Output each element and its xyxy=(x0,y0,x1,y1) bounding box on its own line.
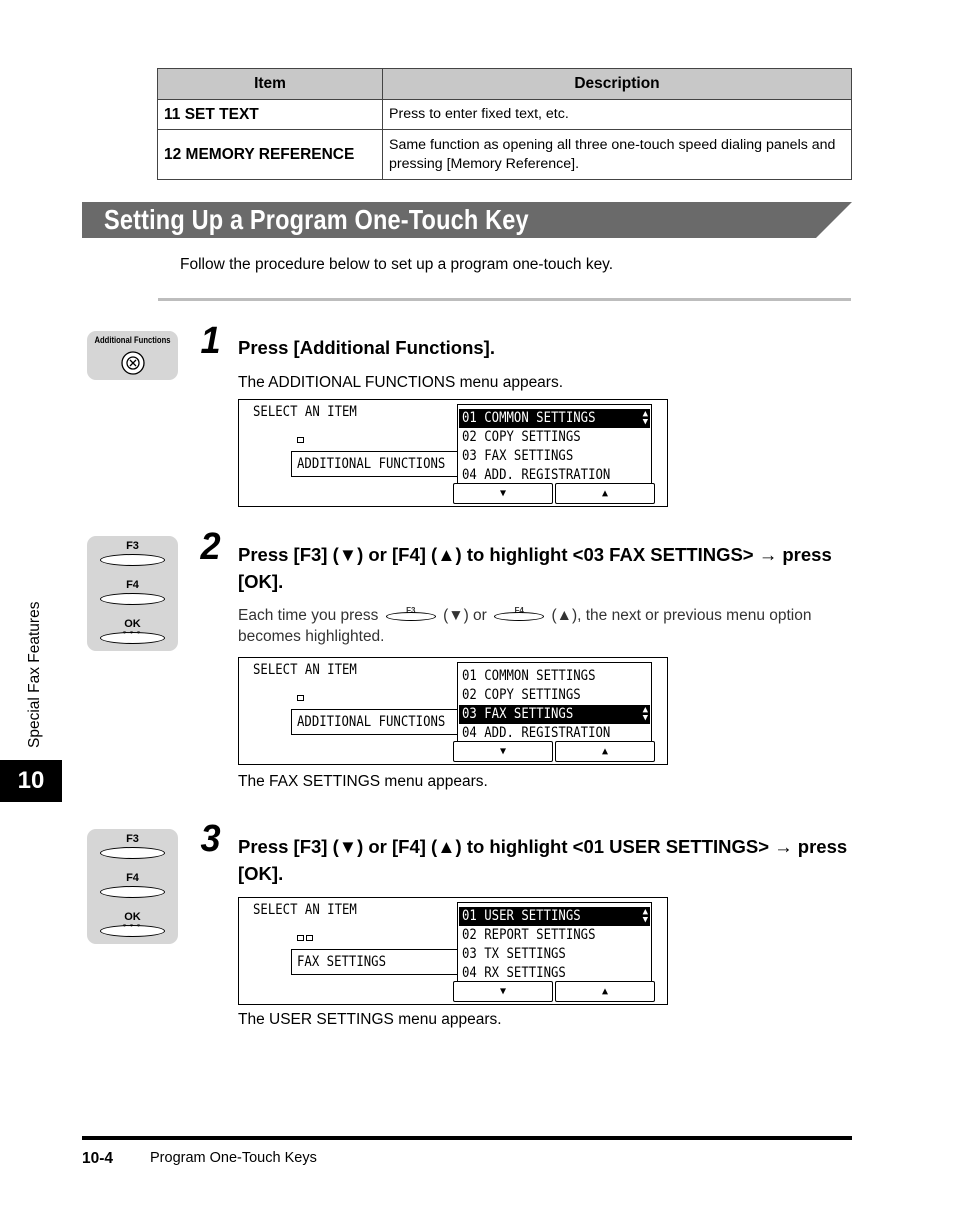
lcd-down-button[interactable]: ▼ xyxy=(453,981,553,1002)
f3-key-label: F3 xyxy=(126,540,139,552)
lcd-up-button[interactable]: ▲ xyxy=(555,483,655,504)
f3-inline-key-icon: F3 xyxy=(386,606,436,622)
step-text: Each time you press F3 (▼) or F4 (▲), the next or previous menu option becomes highlighted. xyxy=(238,606,812,645)
step-number: 3 xyxy=(200,818,221,860)
lcd-path-label: FAX SETTINGS xyxy=(297,954,387,970)
ok-key-dots: ∘∘∘ xyxy=(121,921,144,930)
chapter-side-label: Special Fax Features xyxy=(26,601,43,748)
function-keys-panel xyxy=(87,829,178,944)
lcd-path-label: ADDITIONAL FUNCTIONS xyxy=(297,714,446,730)
lcd-up-button[interactable]: ▲ xyxy=(555,981,655,1002)
step-heading: Press [F3] (▼) or [F4] (▲) to highlight <03 FAX SETTINGS> → press [OK]. xyxy=(238,544,832,592)
f3-key-label: F3 xyxy=(126,833,139,845)
ok-key-label: OK xyxy=(124,911,141,923)
lcd-down-button[interactable]: ▼ xyxy=(453,741,553,762)
section-header-bar xyxy=(82,202,852,238)
lcd-level-marks xyxy=(297,934,315,944)
f4-key-label: F4 xyxy=(126,579,139,591)
f3-key[interactable] xyxy=(100,554,165,566)
step-result-text: The USER SETTINGS menu appears. xyxy=(238,1011,502,1028)
lcd-select-label: SELECT AN ITEM xyxy=(253,662,357,678)
step-heading: Press [Additional Functions]. xyxy=(238,337,495,358)
lcd-screen xyxy=(238,897,668,1005)
lcd-menu-list xyxy=(457,662,652,742)
f4-key[interactable] xyxy=(100,886,165,898)
lcd-menu-item[interactable]: 01 COMMON SETTINGS ▲ ▼ xyxy=(459,409,650,428)
lcd-screen xyxy=(238,399,668,507)
lcd-menu-item[interactable]: 01 COMMON SETTINGS xyxy=(462,668,596,684)
scroll-arrows-icon: ▲ ▼ xyxy=(642,409,648,427)
divider xyxy=(158,298,851,301)
additional-functions-key-icon[interactable] xyxy=(120,350,146,376)
section-intro: Follow the procedure below to set up a program one-touch key. xyxy=(180,256,614,273)
lcd-menu-item[interactable]: 03 FAX SETTINGS ▲ ▼ xyxy=(459,705,650,724)
footer-rule xyxy=(82,1136,852,1140)
scroll-arrows-icon: ▲ ▼ xyxy=(642,907,648,925)
lcd-menu-list xyxy=(457,404,652,484)
lcd-level-marks xyxy=(297,694,306,704)
footer-page-number: 10-4 xyxy=(82,1150,114,1167)
f4-key-label: F4 xyxy=(126,872,139,884)
ok-key-label: OK xyxy=(124,618,141,630)
f4-key[interactable] xyxy=(100,593,165,605)
ok-key[interactable] xyxy=(100,628,165,644)
footer-title: Program One-Touch Keys xyxy=(150,1150,317,1166)
table-header-description: Description xyxy=(383,69,852,100)
table-row xyxy=(158,100,852,130)
f4-inline-key-icon: F4 xyxy=(494,606,544,622)
lcd-path-box xyxy=(291,949,458,975)
scroll-arrows-icon: ▲ ▼ xyxy=(642,705,648,723)
f3-key[interactable] xyxy=(100,847,165,859)
lcd-screen xyxy=(238,657,668,765)
step-number: 1 xyxy=(200,320,221,362)
table-cell-description: Press to enter fixed text, etc. xyxy=(383,100,852,130)
table-cell-description: Same function as opening all three one-touch speed dialing panels and pressing [Memory Reference]. xyxy=(383,130,852,180)
lcd-select-label: SELECT AN ITEM xyxy=(253,404,357,420)
lcd-up-button[interactable]: ▲ xyxy=(555,741,655,762)
section-title: Setting Up a Program One-Touch Key xyxy=(104,204,529,235)
additional-functions-key-label: Additional Functions xyxy=(94,335,171,345)
lcd-menu-item[interactable]: 04 ADD. REGISTRATION xyxy=(462,725,611,741)
table-cell-item: 12 MEMORY REFERENCE xyxy=(158,130,383,180)
additional-functions-key-panel xyxy=(87,331,178,380)
lcd-menu-item[interactable]: 03 TX SETTINGS xyxy=(462,946,566,962)
table-header-item: Item xyxy=(158,69,383,100)
lcd-menu-item[interactable]: 02 REPORT SETTINGS xyxy=(462,927,596,943)
lcd-down-button[interactable]: ▼ xyxy=(453,483,553,504)
step-number: 2 xyxy=(200,526,221,568)
chapter-number-tab: 10 xyxy=(0,760,62,802)
lcd-menu-item[interactable]: 04 RX SETTINGS xyxy=(462,965,566,981)
item-description-table xyxy=(157,68,852,180)
table-cell-item: 11 SET TEXT xyxy=(158,100,383,130)
lcd-menu-item[interactable]: 04 ADD. REGISTRATION xyxy=(462,467,611,483)
lcd-menu-item[interactable]: 01 USER SETTINGS ▲ ▼ xyxy=(459,907,650,926)
step-heading: Press [F3] (▼) or [F4] (▲) to highlight <01 USER SETTINGS> → press [OK]. xyxy=(238,836,848,884)
lcd-menu-item[interactable]: 03 FAX SETTINGS xyxy=(462,448,574,464)
lcd-level-marks xyxy=(297,436,306,446)
ok-key-dots: ∘∘∘ xyxy=(121,628,144,637)
lcd-menu-list xyxy=(457,902,652,982)
lcd-path-label: ADDITIONAL FUNCTIONS xyxy=(297,456,446,472)
lcd-path-box xyxy=(291,709,458,735)
step-text: The ADDITIONAL FUNCTIONS menu appears. xyxy=(238,374,564,391)
lcd-path-box xyxy=(291,451,458,477)
table-row xyxy=(158,130,852,180)
ok-key[interactable] xyxy=(100,921,165,937)
lcd-select-label: SELECT AN ITEM xyxy=(253,902,357,918)
step-result-text: The FAX SETTINGS menu appears. xyxy=(238,773,488,790)
lcd-menu-item[interactable]: 02 COPY SETTINGS xyxy=(462,429,581,445)
function-keys-panel xyxy=(87,536,178,651)
lcd-menu-item[interactable]: 02 COPY SETTINGS xyxy=(462,687,581,703)
